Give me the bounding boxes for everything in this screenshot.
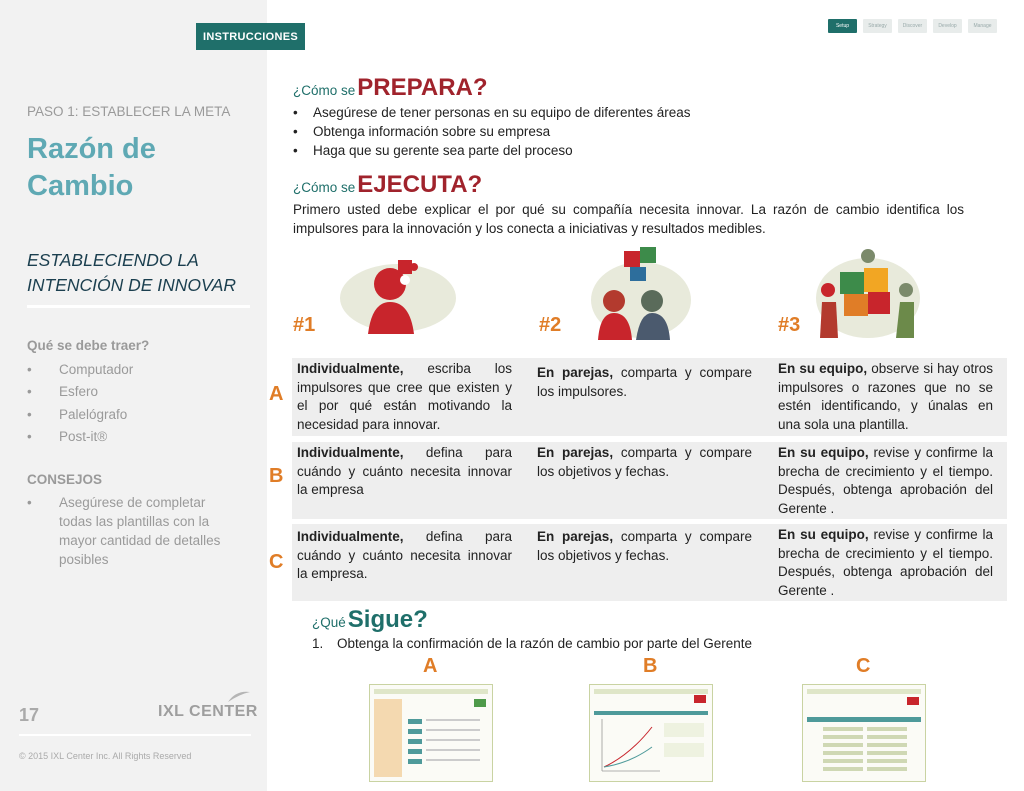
next-heading: ¿QuéSigue? bbox=[312, 606, 428, 633]
list-item: • Obtenga información sobre su empresa bbox=[293, 122, 691, 141]
table-cell: Individualmente, escriba los impulsores que cree que existen y el por qué están motivando la necesidad para innovar. bbox=[297, 361, 512, 433]
thinking-person-illustration bbox=[338, 250, 458, 335]
prepare-heading: ¿Cómo sePREPARA? bbox=[293, 74, 488, 101]
nav-strategy-button[interactable]: Strategy bbox=[863, 19, 892, 33]
page-title: Razón de Cambio bbox=[27, 133, 156, 202]
table-cell: En su equipo, revise y confirme la brecha de crecimiento y el tiempo. Después, obtenga aprobación del Gerente . bbox=[778, 527, 993, 599]
row-label: B bbox=[269, 465, 284, 487]
list-item: • Post-it® bbox=[27, 427, 133, 449]
section-subtitle: ESTABLECIENDO LA INTENCIÓN DE INNOVAR bbox=[27, 250, 237, 295]
copyright: © 2015 IXL Center Inc. All Rights Reserved bbox=[19, 751, 192, 761]
row-label: A bbox=[269, 383, 284, 405]
tips-list bbox=[27, 493, 237, 569]
team-puzzle-illustration bbox=[814, 246, 922, 341]
list-item: • Haga que su gerente sea parte del proceso bbox=[293, 141, 691, 160]
pair-puzzle-illustration bbox=[586, 245, 691, 340]
prepare-list bbox=[293, 103, 691, 160]
list-item: • Asegúrese de completar todas las plantillas con la mayor cantidad de detalles posibles bbox=[27, 493, 237, 569]
thumbnail-label: C bbox=[856, 655, 871, 677]
sidebar-divider bbox=[27, 305, 250, 308]
page-number: 17 bbox=[19, 705, 40, 725]
template-thumbnail-b[interactable] bbox=[589, 684, 713, 782]
table-row bbox=[292, 524, 1007, 601]
table-cell: En su equipo, observe si hay otros impulsores o razones que no se estén identificando, y únalas en una sola una plantilla. bbox=[778, 361, 993, 433]
nav-manage-button[interactable]: Manage bbox=[968, 19, 997, 33]
template-thumbnail-a[interactable] bbox=[369, 684, 493, 782]
leaf-icon bbox=[226, 690, 252, 704]
nav-develop-button[interactable]: Develop bbox=[933, 19, 962, 33]
table-cell: Individualmente, defina para cuándo y cuánto necesita innovar la empresa. bbox=[297, 529, 512, 582]
template-thumbnail-c[interactable] bbox=[802, 684, 926, 782]
table-cell: En parejas, comparta y compare los objetivos y fechas. bbox=[537, 445, 752, 479]
thumbnail-label: B bbox=[643, 655, 658, 677]
table-row bbox=[292, 442, 1007, 519]
execute-heading: ¿Cómo seEJECUTA? bbox=[293, 171, 483, 198]
table-row bbox=[292, 358, 1007, 436]
ixl-logo: IXL CENTER bbox=[158, 703, 258, 720]
bring-list bbox=[27, 360, 133, 449]
column-number: #1 bbox=[293, 314, 316, 336]
table-cell: En parejas, comparta y compare los impulsores. bbox=[537, 365, 752, 399]
column-number: #3 bbox=[778, 314, 801, 336]
list-item: • Esfero bbox=[27, 382, 133, 404]
table-cell: Individualmente, defina para cuándo y cuánto necesita innovar la empresa bbox=[297, 445, 512, 498]
execute-paragraph: Primero usted debe explicar el por qué su compañía necesita innovar. La razón de cambio identifica los impulsores para la innovación y los conecta a iniciativas y resultados medibles. bbox=[293, 202, 964, 236]
next-step-item: 1. Obtenga la confirmación de la razón de cambio por parte del Gerente bbox=[312, 636, 752, 651]
instructions-tag[interactable]: INSTRUCCIONES bbox=[196, 23, 305, 50]
table-cell: En su equipo, revise y confirme la brecha de crecimiento y el tiempo. Después, obtenga aprobación del Gerente . bbox=[778, 445, 993, 517]
table-cell: En parejas, comparta y compare los objetivos y fechas. bbox=[537, 529, 752, 563]
bring-heading: Qué se debe traer? bbox=[27, 338, 150, 353]
nav-buttons bbox=[828, 19, 997, 33]
list-item: • Palelógrafo bbox=[27, 405, 133, 427]
column-number: #2 bbox=[539, 314, 562, 336]
nav-setup-button[interactable]: Setup bbox=[828, 19, 857, 33]
tips-heading: CONSEJOS bbox=[27, 472, 103, 487]
nav-discover-button[interactable]: Discover bbox=[898, 19, 927, 33]
footer-divider bbox=[19, 734, 251, 736]
row-label: C bbox=[269, 551, 284, 573]
thumbnail-label: A bbox=[423, 655, 438, 677]
step-label: PASO 1: ESTABLECER LA META bbox=[27, 104, 231, 119]
list-item: • Computador bbox=[27, 360, 133, 382]
list-item: • Asegúrese de tener personas en su equipo de diferentes áreas bbox=[293, 103, 691, 122]
